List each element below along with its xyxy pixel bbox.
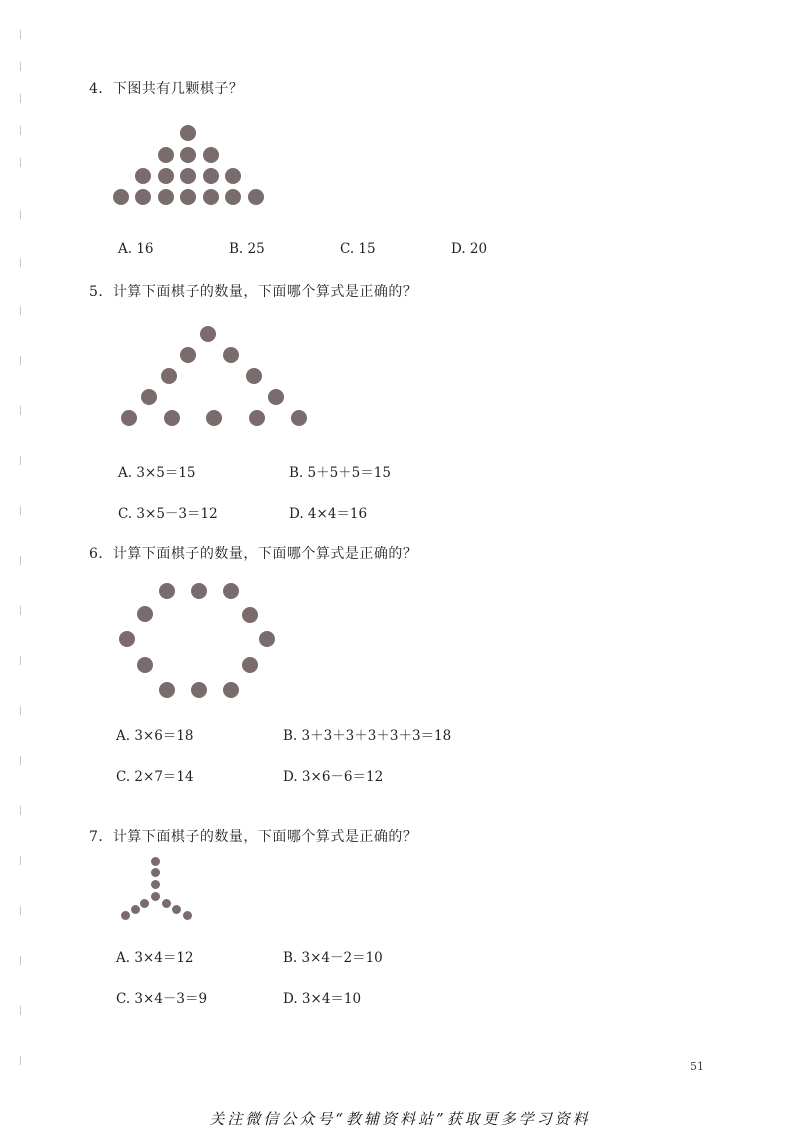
question-4-option-c[interactable]: C. 15	[340, 241, 376, 257]
chess-piece-q6	[159, 682, 175, 698]
chess-piece-q4	[135, 189, 151, 205]
chess-piece-q6	[223, 583, 239, 599]
margin-tick	[20, 62, 21, 71]
chess-piece-q4	[225, 189, 241, 205]
chess-piece-q6	[223, 682, 239, 698]
question-7-option-d[interactable]: D. 3×4＝10	[283, 991, 362, 1007]
chess-piece-q7	[162, 899, 171, 908]
chess-piece-q6	[259, 631, 275, 647]
margin-tick	[20, 506, 21, 515]
question-7-title: 7．计算下面棋子的数量，下面哪个算式是正确的？	[89, 829, 418, 845]
footer-note: 关注微信公众号“教辅资料站”获取更多学习资料	[209, 1110, 591, 1128]
chess-piece-q4	[113, 189, 129, 205]
question-7-option-a[interactable]: A. 3×4＝12	[116, 950, 194, 966]
chess-piece-q7	[140, 899, 149, 908]
chess-piece-q4	[180, 125, 196, 141]
margin-tick	[20, 258, 21, 267]
chess-piece-q4	[158, 189, 174, 205]
margin-tick	[20, 456, 21, 465]
question-6-option-d[interactable]: D. 3×6－6＝12	[283, 769, 384, 785]
chess-piece-q6	[137, 606, 153, 622]
margin-tick	[20, 956, 21, 965]
chess-piece-q5	[161, 368, 177, 384]
margin-tick	[20, 356, 21, 365]
question-6-option-c[interactable]: C. 2×7＝14	[116, 769, 194, 785]
chess-piece-q4	[180, 168, 196, 184]
margin-tick	[20, 756, 21, 765]
margin-tick	[20, 406, 21, 415]
question-4-option-d[interactable]: D. 20	[451, 241, 488, 257]
chess-piece-q4	[248, 189, 264, 205]
chess-piece-q5	[200, 326, 216, 342]
chess-piece-q4	[203, 147, 219, 163]
page-number: 51	[690, 1060, 704, 1073]
chess-piece-q5	[249, 410, 265, 426]
chess-piece-q5	[246, 368, 262, 384]
margin-tick	[20, 856, 21, 865]
chess-piece-q5	[121, 410, 137, 426]
margin-tick	[20, 906, 21, 915]
margin-tick	[20, 1056, 21, 1065]
chess-piece-q6	[191, 682, 207, 698]
chess-piece-q6	[242, 657, 258, 673]
chess-piece-q7	[151, 857, 160, 866]
chess-piece-q4	[158, 147, 174, 163]
chess-piece-q4	[203, 168, 219, 184]
margin-tick	[20, 158, 21, 167]
question-5-option-b[interactable]: B. 5＋5＋5＝15	[289, 465, 391, 481]
margin-tick	[20, 1006, 21, 1015]
chess-piece-q7	[183, 911, 192, 920]
chess-piece-q5	[164, 410, 180, 426]
chess-piece-q5	[268, 389, 284, 405]
question-5-option-a[interactable]: A. 3×5＝15	[118, 465, 196, 481]
margin-tick	[20, 94, 21, 103]
chess-piece-q4	[203, 189, 219, 205]
question-7-option-b[interactable]: B. 3×4－2＝10	[283, 950, 383, 966]
question-6-option-b[interactable]: B. 3＋3＋3＋3＋3＋3＝18	[283, 728, 452, 744]
chess-piece-q6	[242, 607, 258, 623]
margin-tick	[20, 706, 21, 715]
question-4-title: 4．下图共有几颗棋子？	[89, 81, 244, 97]
chess-piece-q7	[151, 868, 160, 877]
chess-piece-q5	[206, 410, 222, 426]
chess-piece-q7	[121, 911, 130, 920]
chess-piece-q4	[158, 168, 174, 184]
chess-piece-q6	[159, 583, 175, 599]
margin-tick	[20, 30, 21, 39]
chess-piece-q7	[172, 905, 181, 914]
margin-tick	[20, 656, 21, 665]
chess-piece-q4	[180, 189, 196, 205]
question-6-option-a[interactable]: A. 3×6＝18	[116, 728, 194, 744]
margin-tick	[20, 556, 21, 565]
chess-piece-q4	[225, 168, 241, 184]
question-4-option-b[interactable]: B. 25	[229, 241, 265, 257]
margin-tick	[20, 606, 21, 615]
chess-piece-q5	[223, 347, 239, 363]
chess-piece-q6	[137, 657, 153, 673]
chess-piece-q4	[135, 168, 151, 184]
question-4-option-a[interactable]: A. 16	[118, 241, 154, 257]
margin-tick	[20, 306, 21, 315]
question-7-option-c[interactable]: C. 3×4－3＝9	[116, 991, 208, 1007]
chess-piece-q7	[151, 892, 160, 901]
question-5-option-c[interactable]: C. 3×5－3＝12	[118, 506, 218, 522]
chess-piece-q6	[191, 583, 207, 599]
chess-piece-q5	[180, 347, 196, 363]
chess-piece-q5	[291, 410, 307, 426]
question-5-title: 5．计算下面棋子的数量，下面哪个算式是正确的？	[89, 284, 418, 300]
question-5-option-d[interactable]: D. 4×4＝16	[289, 506, 368, 522]
margin-tick	[20, 806, 21, 815]
question-6-title: 6．计算下面棋子的数量，下面哪个算式是正确的？	[89, 546, 418, 562]
chess-piece-q7	[131, 905, 140, 914]
margin-tick	[20, 126, 21, 135]
chess-piece-q7	[151, 880, 160, 889]
margin-tick	[20, 210, 21, 219]
chess-piece-q4	[180, 147, 196, 163]
chess-piece-q5	[141, 389, 157, 405]
chess-piece-q6	[119, 631, 135, 647]
